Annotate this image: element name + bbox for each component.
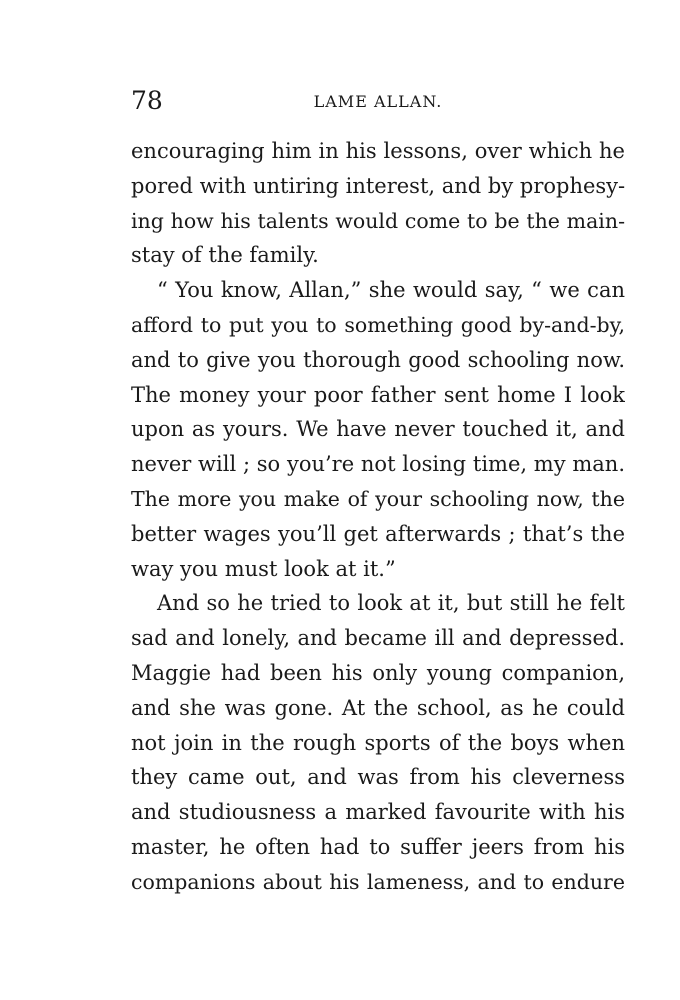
text-line: way you must look at it.” (131, 556, 396, 581)
text-line: And so he tried to look at it, but still he felt (157, 591, 625, 616)
text-line: master, he often had to suffer jeers from his (131, 834, 625, 859)
text-line: better wages you’ll get afterwards ; that’s the (131, 521, 625, 546)
text-line: never will ; so you’re not losing time, my man. (131, 452, 625, 477)
body-text (131, 134, 625, 900)
text-line: and studiousness a marked favourite with his (131, 800, 625, 825)
text-line: The more you make of your schooling now, the (131, 486, 625, 511)
text-line: “ You know, Allan,” she would say, “ we can (157, 278, 625, 303)
text-line: and to give you thorough good schooling now. (131, 347, 625, 372)
text-line: companions about his lameness, and to endure (131, 869, 625, 894)
text-line: ing how his talents would come to be the main- (131, 208, 625, 233)
text-line: they came out, and was from his cleverness (131, 765, 625, 790)
text-line: Maggie had been his only young companion, (131, 660, 625, 685)
text-line: stay of the family. (131, 243, 319, 268)
text-line: encouraging him in his lessons, over which he (131, 139, 625, 163)
text-line: The money your poor father sent home I look (131, 382, 625, 407)
text-line: and she was gone. At the school, as he could (131, 695, 625, 720)
text-line: afford to put you to something good by-and-by, (131, 312, 625, 337)
page-number: 78 (131, 86, 163, 115)
text-line: not join in the rough sports of the boys when (131, 730, 625, 755)
text-line: upon as yours. We have never touched it, and (131, 417, 625, 442)
running-head: LAME ALLAN. (313, 92, 443, 111)
page-header (131, 86, 625, 120)
text-line: pored with untiring interest, and by prophesy- (131, 173, 625, 198)
text-line: sad and lonely, and became ill and depressed. (131, 626, 625, 651)
